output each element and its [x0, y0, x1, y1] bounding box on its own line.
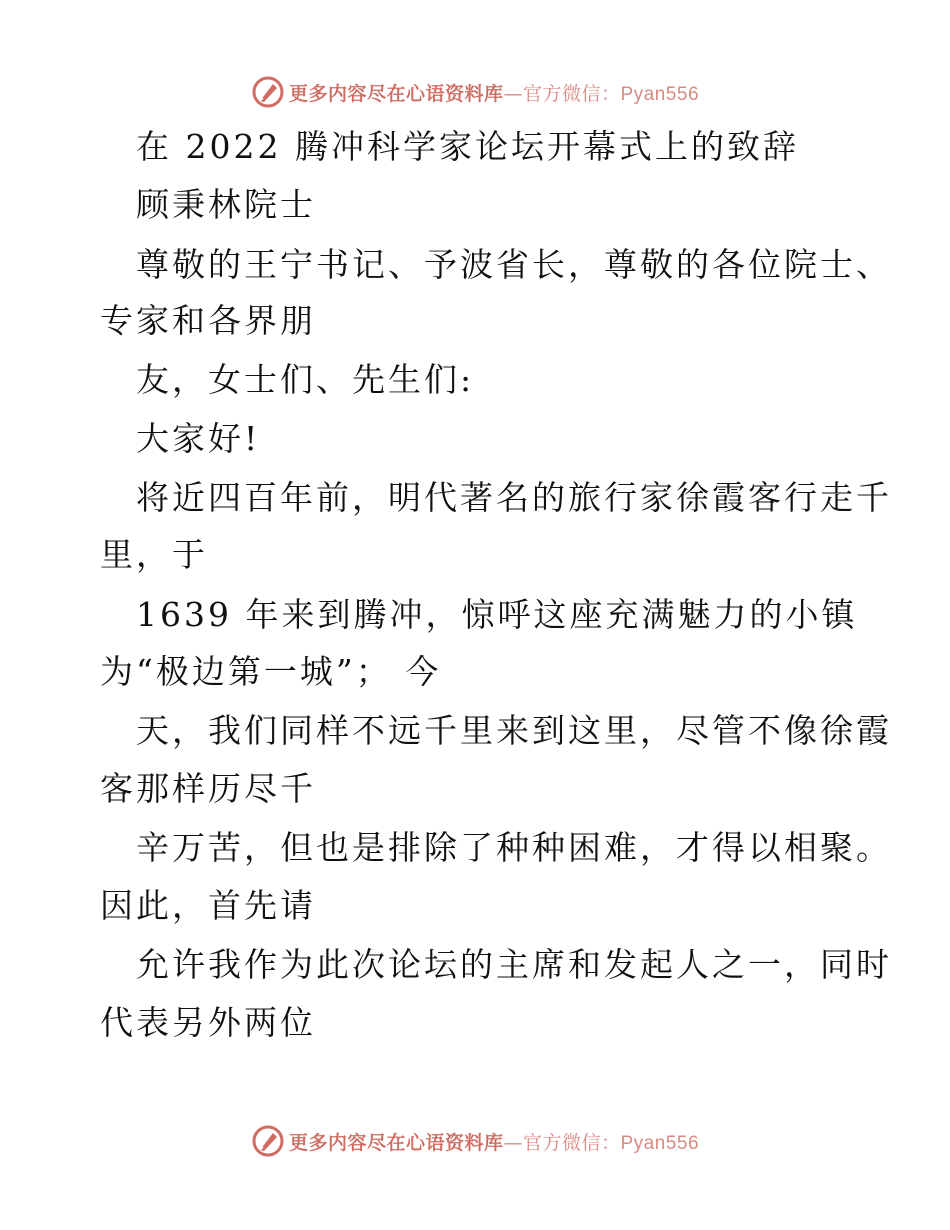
footer-official-label: 官方微信：: [522, 1131, 621, 1154]
header-watermark-banner: [0, 72, 950, 112]
footer-dash: —: [503, 1131, 523, 1154]
text-line: 为“极边第一城”； 今: [100, 652, 442, 691]
footer-watermark-text: [289, 1128, 699, 1155]
text-line: 因此，首先请: [100, 886, 316, 925]
footer-brand-text: 更多内容尽在心语资料库: [288, 1131, 504, 1154]
footer-watermark-banner: [0, 1121, 950, 1161]
footer-handle: Pyan556: [620, 1132, 700, 1154]
text-line: 允许我作为此次论坛的主席和发起人之一，同时: [136, 945, 892, 984]
header-official-label: 官方微信：: [522, 82, 621, 105]
text-line: 辛万苦，但也是排除了种种困难，才得以相聚。: [136, 828, 892, 867]
pen-logo-icon: [251, 75, 285, 109]
pen-logo-icon: [251, 1124, 285, 1158]
header-watermark-text: [289, 79, 699, 106]
text-line: 客那样历尽千: [100, 769, 316, 808]
text-line: 尊敬的王宁书记、予波省长，尊敬的各位院士、: [136, 245, 892, 284]
text-line: 将近四百年前，明代著名的旅行家徐霞客行走千: [136, 478, 892, 517]
header-dash: —: [503, 82, 523, 105]
text-line: 里，于: [100, 535, 208, 574]
text-line: 大家好!: [136, 419, 261, 458]
text-line: 1639 年来到腾冲，惊呼这座充满魅力的小镇: [136, 595, 858, 634]
header-handle: Pyan556: [620, 83, 700, 105]
text-line: 友，女士们、先生们:: [136, 360, 475, 399]
text-line: 代表另外两位: [100, 1003, 316, 1042]
document-author: 顾秉林院士: [136, 185, 316, 224]
text-line: 天，我们同样不远千里来到这里，尽管不像徐霞: [136, 711, 892, 750]
document-title: 在 2022 腾冲科学家论坛开幕式上的致辞: [136, 127, 799, 166]
text-line: 专家和各界朋: [100, 301, 316, 340]
header-brand-text: 更多内容尽在心语资料库: [288, 82, 504, 105]
